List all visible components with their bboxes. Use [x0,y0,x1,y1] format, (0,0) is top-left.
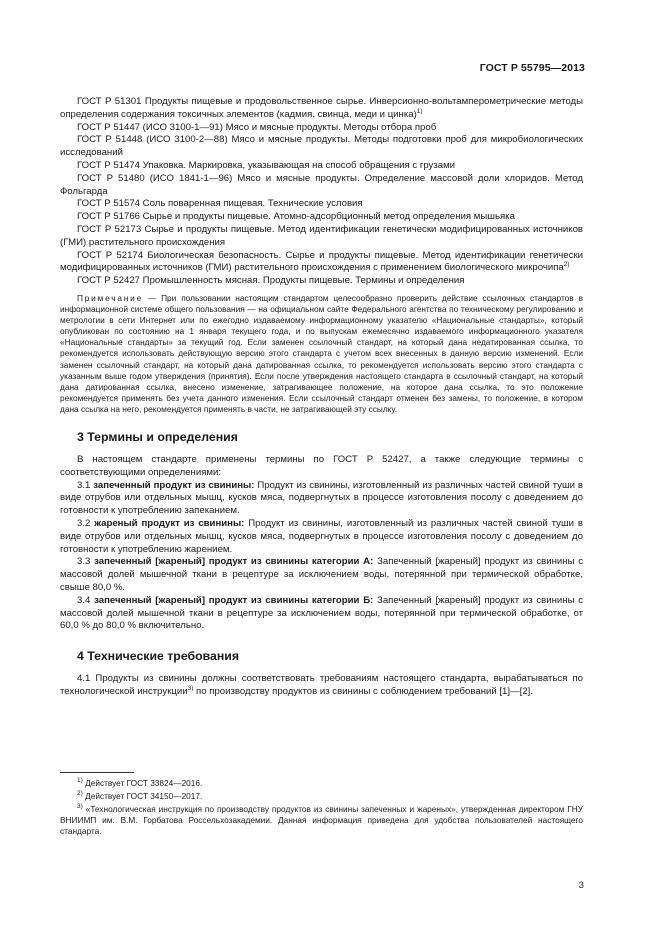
note-text: — При пользовании настоящим стандартом целесообразно проверить действие ссылочных стандартов в информационной системе общего пользования — на официальном сайте Федерального агентства по техническому регулированию и метрологии в сети Интернет или по ежегодно издаваемому информационному указателю «Национальные стандарты», который опубликован по состоянию на 1 января текущего года, и по выпускам ежемесячно издаваемого информационного указателя «Национальные стандарты» за текущий год. Если заменен ссылочный стандарт, на который дана недатированная ссылка, то рекомендуется использовать действующую версию этого стандарта с учетом всех внесенных в данную версию изменений. Если заменен ссылочный стандарт, на который дана датированная ссылка, то рекомендуется использовать версию этого стандарта с указанным выше годом утверждения (принятия). Если после утверждения настоящего стандарта в ссылочный стандарт, на который дана датированная ссылка, внесено изменение, затрагивающее положение, на которое дана ссылка, то это положение рекомендуется применять без учета данного изменения. Если ссылочный стандарт отменен без замены, то положение, в котором дана ссылка на него, рекомендуется применять в части, не затрагивающей эту ссылку. [60,292,583,414]
note-label: Примечание [77,292,144,303]
reference-item: ГОСТ Р 51766 Сырье и продукты пищевые. Атомно-адсорбционный метод определения мышьяка [77,211,515,223]
reference-item: ГОСТ Р 52173 Сырье и продукты пищевые. Метод идентификации генетически модифицированных источников (ГМИ) растительного происхождения [60,223,583,248]
term-definition: 3.4 запеченный [жареный] продукт из свинины категории Б: Запеченный [жареный] продукт из свинины с массовой долей мышечной ткани в рецептуре за исключением воды, потерянной при термической обработке, от 60,0 % до 80,0 % включительно. [60,594,584,632]
reference-item: ГОСТ Р 51448 (ИСО 3100-2—88) Мясо и мясные продукты. Методы подготовки проб для микробиологических исследований [60,134,583,159]
term-definition: 3.3 запеченный [жареный] продукт из свинины категории А: Запеченный [жареный] продукт из свинины с массовой долей мышечной ткани в рецептуре за исключением воды, потерянной при термической обработке, свыше 80,0 %. [60,556,584,593]
normative-references-list [60,96,583,288]
reference-item: ГОСТ Р 51301 Продукты пищевые и продовольственное сырье. Инверсионно-вольтамперометрические методы определения содержания токсичных элементов (кадмия, свинца, меди и цинка)$^{1)}$ [60,96,584,120]
page-number: 3 [578,880,584,891]
footnote: $^{1)}$ Действует ГОСТ 33824—2016. [77,777,203,788]
reference-item: ГОСТ Р 51447 (ИСО 3100-1—91) Мясо и мясные продукты. Методы отбора проб [77,121,437,133]
section-4-title: 4 Технические требования [77,649,239,664]
section-3-title: 3 Термины и определения [77,429,238,444]
standard-id-header: ГОСТ Р 55795—2013 [479,62,585,74]
references-note [60,293,583,415]
footnotes [60,778,583,839]
reference-item: ГОСТ Р 51480 (ИСО 1841-1—96) Мясо и мясные продукты. Определение массовой доли хлоридов. Метод Фольгарда [60,172,583,197]
section-3-intro: В настоящем стандарте применены термины по ГОСТ Р 52427, а также следующие термины с соответствующими определениями: [60,453,583,478]
page-content [60,96,583,699]
reference-item: ГОСТ Р 51474 Упаковка. Маркировка, указывающая на способ обращения с грузами [77,159,456,171]
footnote: $^{2)}$ Действует ГОСТ 34150—2017. [77,790,203,802]
footnote: $^{3)}$ «Технологическая инструкция по производству продуктов из свинины запеченных и жареных», утвержденная директором ГНУ ВНИИМП им. В.М. Горбатова Россельхозакадемии. Данная информация приведена для удобства пользователей настоящего стандарта. [60,803,583,837]
section-4-paragraph: 4.1 Продукты из свинины должны соответствовать требованиям настоящего стандарта, вырабатываться по технологической инструкции$^{3)}$ по производству продуктов из свинины с соблюдением требований [1]—[2]. [60,673,583,697]
reference-item: ГОСТ Р 52427 Промышленность мясная. Продукты пищевые. Термины и определения [77,275,465,287]
reference-item: ГОСТ Р 52174 Биологическая безопасность. Сырье и продукты пищевые. Метод идентификации генетически модифицированных источников (ГМИ) растительного происхождения с применением биологического микрочипа$^{2)}$ [60,249,583,274]
footnote-divider [60,772,134,773]
reference-item: ГОСТ Р 51574 Соль поваренная пищевая. Технические условия [77,198,363,210]
term-definition: 3.2 жареный продукт из свинины: Продукт из свинины, изготовленный из различных частей свиной туши в виде отрубов или отдельных мышц, кусков мяса, подвергнутых в процессе изготовления посолу с доведением до готовности к употреблению жарением. [60,517,583,555]
term-definition: 3.1 запеченный продукт из свинины: Продукт из свинины, изготовленный из различных частей свиной туши в виде отрубов или отдельных мышц, кусков мяса, подвергнутых в процессе изготовления посолу с доведением до готовности к употреблению запеканием. [60,479,583,517]
